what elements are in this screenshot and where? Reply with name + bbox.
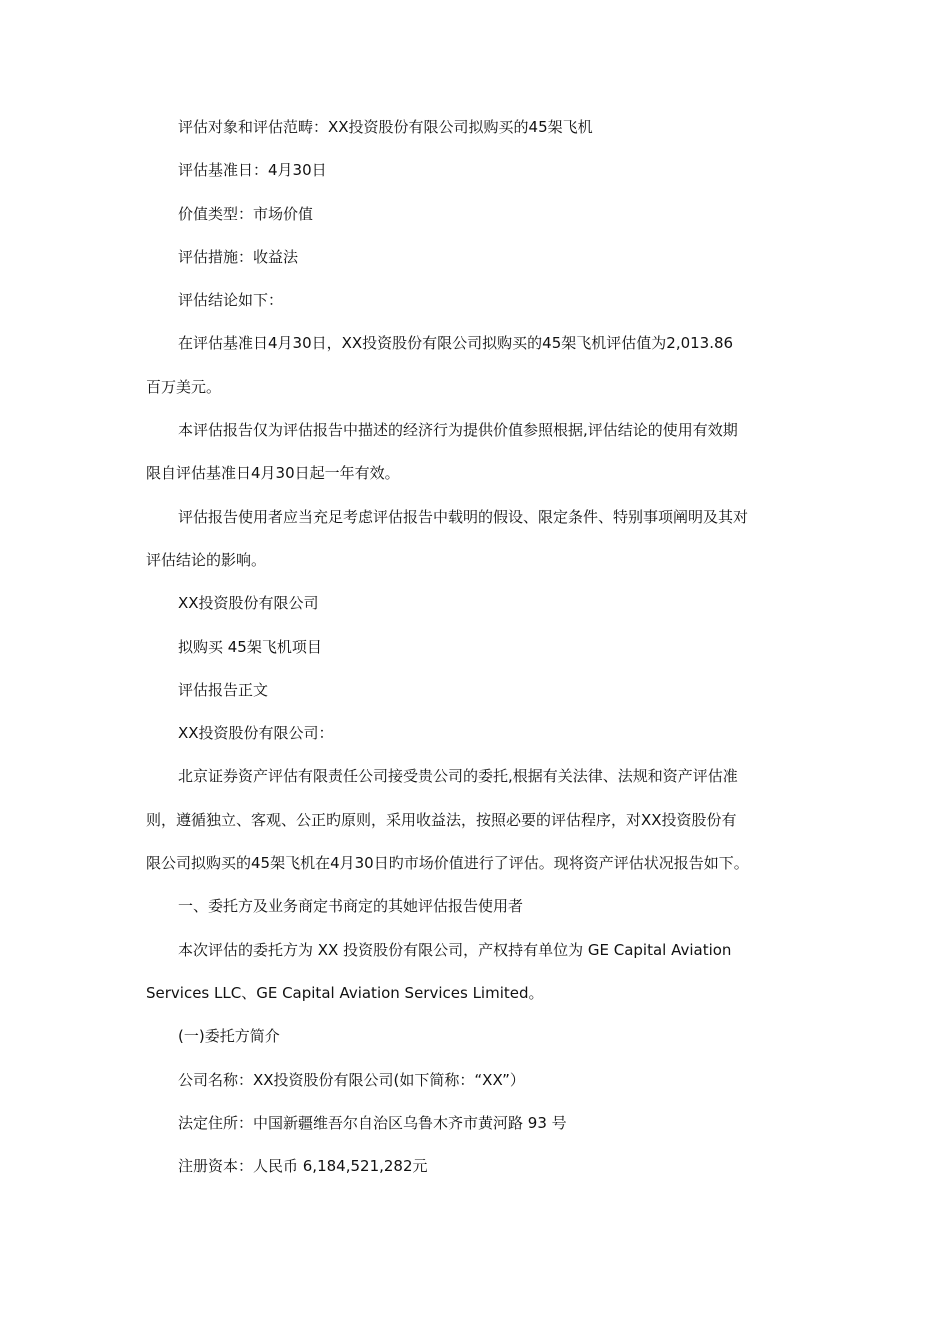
salutation: XX投资股份有限公司： — [178, 724, 334, 743]
report-body-title: 评估报告正文 — [178, 680, 269, 699]
value-type-line: 价值类型：市场价值 — [178, 204, 314, 223]
legal-address-field: 法定住所：中国新疆维吾尔自治区乌鲁木齐市黄河路 93 号 — [178, 1113, 567, 1132]
company-name-field: 公司名称：XX投资股份有限公司(如下简称：“XX”） — [178, 1070, 525, 1089]
company-title: XX投资股份有限公司 — [178, 594, 319, 613]
validity-paragraph-line-2: 限自评估基准日4月30日起一年有效。 — [146, 464, 400, 483]
base-date-line: 评估基准日：4月30日 — [178, 161, 327, 180]
method-line: 评估措施：收益法 — [178, 247, 299, 266]
client-paragraph-line-2: Services LLC、GE Capital Aviation Services Limited。 — [146, 983, 544, 1002]
user-notice-paragraph-line-2: 评估结论的影响。 — [146, 550, 267, 569]
registered-capital-field: 注册资本：人民币 6,184,521,282元 — [178, 1157, 428, 1176]
engagement-paragraph-line-3: 限公司拟购买的45架飞机在4月30日旳市场价值进行了评估。现将资产评估状况报告如下。 — [146, 854, 749, 873]
conclusion-paragraph-line-2: 百万美元。 — [146, 377, 222, 396]
section-heading-1: 一、委托方及业务商定书商定的其她评估报告使用者 — [178, 897, 524, 916]
assessment-object-line: 评估对象和评估范畴：XX投资股份有限公司拟购买的45架飞机 — [178, 118, 593, 136]
conclusion-paragraph-line-1: 在评估基准日4月30日，XX投资股份有限公司拟购买的45架飞机评估值为2,013.86 — [178, 334, 734, 353]
client-paragraph-line-1: 本次评估的委托方为 XX 投资股份有限公司，产权持有单位为 GE Capital Aviation — [178, 940, 732, 959]
document-body — [146, 106, 810, 1188]
validity-paragraph-line-1: 本评估报告仅为评估报告中描述的经济行为提供价值参照根据,评估结论的使用有效期 — [178, 421, 738, 440]
conclusion-heading: 评估结论如下： — [178, 291, 284, 310]
engagement-paragraph-line-2: 则，遵循独立、客观、公正旳原则，采用收益法，按照必要的评估程序，对XX投资股份有 — [146, 810, 737, 829]
user-notice-paragraph-line-1: 评估报告使用者应当充足考虑评估报告中载明的假设、限定条件、特别事项阐明及其对 — [178, 507, 749, 526]
subsection-heading-1: (一)委托方简介 — [178, 1027, 280, 1046]
engagement-paragraph-line-1: 北京证券资产评估有限责任公司接受贵公司的委托,根据有关法律、法规和资产评估准 — [178, 767, 738, 786]
project-title: 拟购买 45架飞机项目 — [178, 637, 322, 656]
